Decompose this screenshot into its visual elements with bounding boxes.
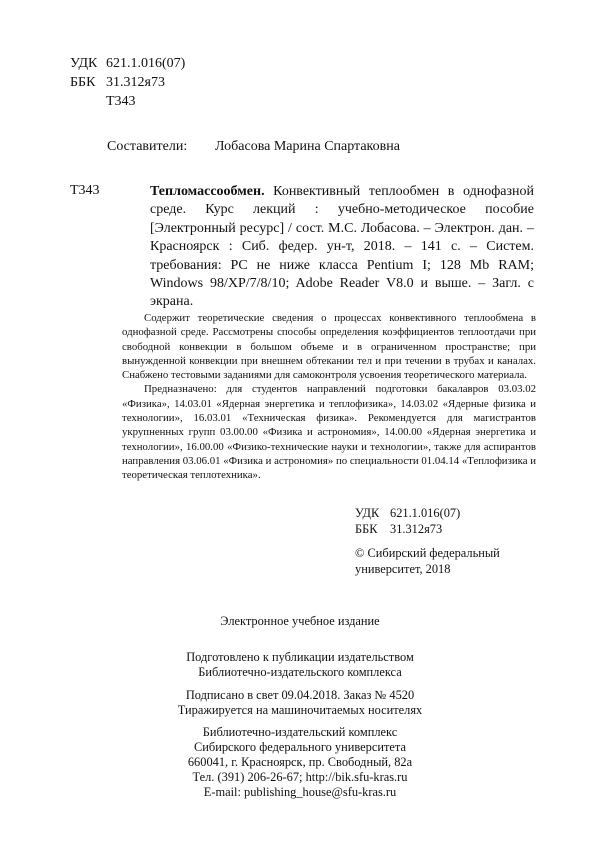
book-title: Тепломассообмен.: [150, 184, 265, 199]
prepared-note: [0, 650, 600, 680]
copyright-line-2: университет, 2018: [355, 562, 451, 576]
udk-row: [70, 54, 185, 73]
publisher-address: 660041, г. Красноярск, пр. Свободный, 82а: [187, 755, 413, 769]
book-description: Конвективный теплообмен в однофазной среде. Курс лекций : учебно-методическое пособие [Электронный ресурс] / сост. М.С. Лобасова. – Электрон. дан. – Красноярск : Сиб. федер. ун-т, 2018. – 141 с. – Систем. требования: PC не ниже класса Pentium I; 128 Mb RAM; Windows 98/XP/7/8/10; Adobe Reader V8.0 и выше. – Загл. с экрана.: [150, 184, 535, 310]
abstract-paragraph-1: Содержит теоретические сведения о процессах конвективного теплообмена в однофазной среде. Рассмотрены способы определения коэффициентов теплоотдачи при свободной конвекции в большом объеме и в ограниченном пространстве; при вынужденной конвекции при внешнем обтекании тел и при течении в трубах и каналах. Снабжено тестовыми заданиями для самоконтроля усвоения теоретического материала.: [122, 312, 536, 382]
prepared-line-2: Библиотечно-издательского комплекса: [198, 665, 402, 679]
udk-label: УДК: [355, 506, 380, 520]
udk-label: УДК: [70, 56, 98, 71]
publisher-email: E-mail: publishing_house@sfu-kras.ru: [203, 785, 397, 799]
udk-row: [355, 505, 460, 521]
abstract: [122, 311, 536, 483]
bibliographic-description: [150, 183, 534, 312]
publisher-line-2: Сибирского федерального университета: [194, 740, 406, 754]
abstract-paragraph-2: Предназначено: для студентов направлений подготовки бакалавров 03.03.02 «Физика», 14.03.01 «Ядерная энергетика и теплофизика», 14.03.02 «Ядерные физика и технологии», 16.03.01 «Техническая физика». Рекомендуется для магистрантов укрупненных групп 03.00.00 «Физика и астрономия», 14.00.00 «Ядерная энергетика и технологии», 16.00.00 «Физико-технические науки и технологии», также для аспирантов направления 03.06.01 «Физика и астрономия» по специальности 01.04.14 «Теплофизика и теоретическая теплотехника».: [122, 383, 536, 482]
edition-type: Электронное учебное издание: [220, 614, 380, 628]
compilers-label: Составители:: [107, 139, 188, 154]
signed-line-2: Тиражируется на машиночитаемых носителях: [177, 703, 423, 717]
udk-block-bottom: [355, 505, 460, 537]
publisher-phone: Тел. (391) 206-26-67; http://bik.sfu-kras.ru: [192, 770, 408, 784]
copyright-line-1: © Сибирский федеральный: [355, 546, 500, 560]
udk-value: 621.1.016(07): [106, 56, 186, 71]
publisher-line-1: Библиотечно-издательский комплекс: [202, 725, 398, 739]
bbk-label: ББК: [355, 522, 378, 536]
bbk-value: 31.312я73: [390, 522, 443, 536]
bbk-row: [70, 73, 185, 92]
bbk-row: [355, 521, 460, 537]
bbk-label: ББК: [70, 75, 96, 90]
bbk-value: 31.312я73: [106, 75, 165, 90]
signed-line-1: Подписано в свет 09.04.2018. Заказ № 4520: [185, 688, 415, 702]
copyright: [355, 545, 555, 577]
publisher-info: [0, 725, 600, 800]
udk-value: 621.1.016(07): [390, 506, 461, 520]
signed-note: [0, 688, 600, 718]
compilers-name: Лобасова Марина Спартаковна: [215, 139, 400, 154]
bibliographic-mark: Т343: [70, 183, 100, 198]
author-mark: Т343: [106, 94, 136, 109]
prepared-line-1: Подготовлено к публикации издательством: [186, 650, 414, 664]
udk-block-top: [70, 54, 185, 111]
compilers-line: [107, 139, 400, 155]
